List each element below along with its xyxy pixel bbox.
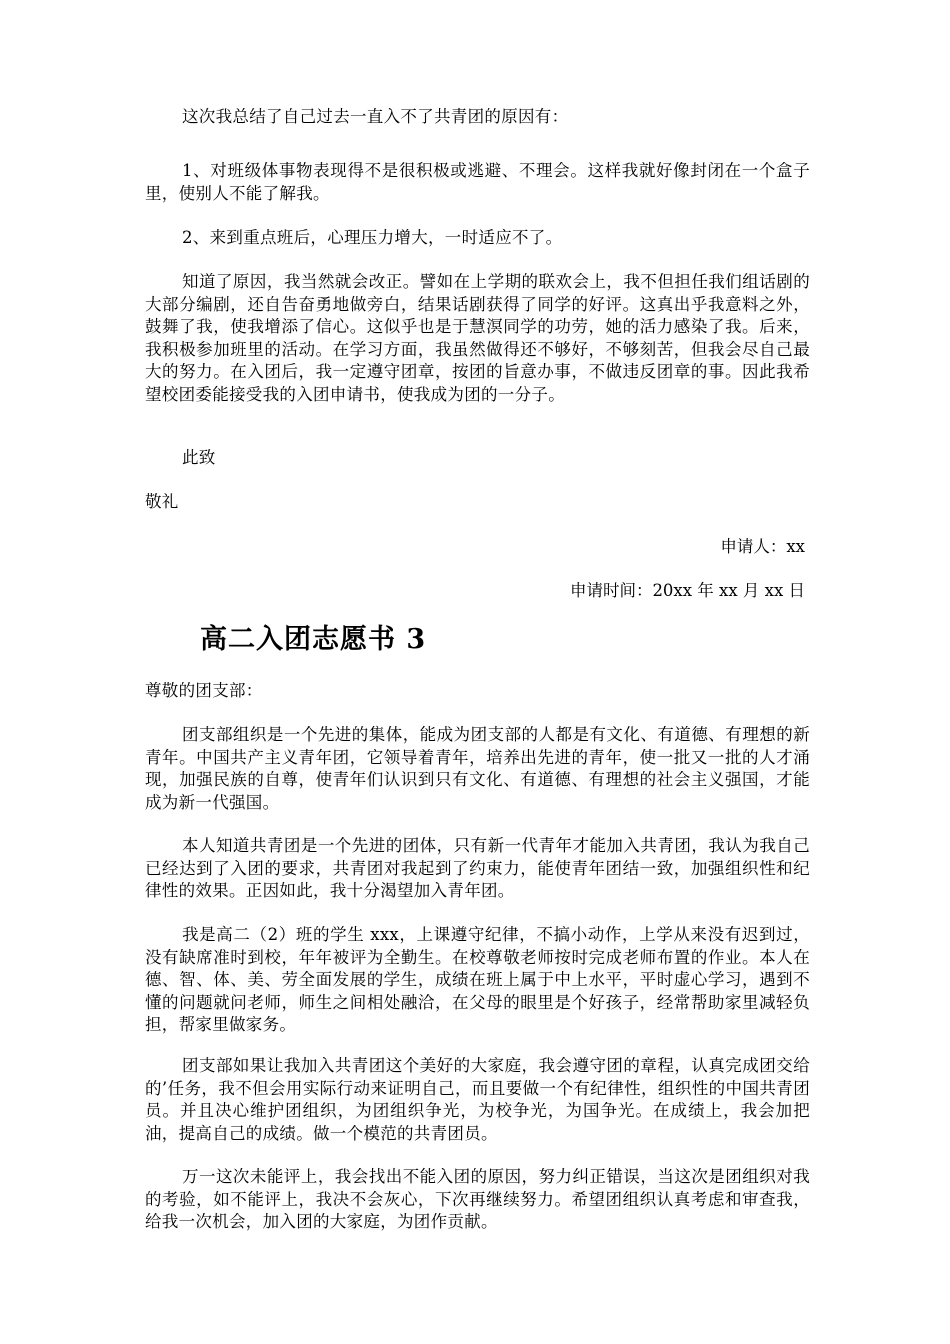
section-title: 高二入团志愿书 3 <box>200 624 427 655</box>
paragraph-5: 万一这次未能评上，我会找出不能入团的原因，努力纠正错误，当这次是团组织对我的考验，如不能评上，我决不会灰心，下次再继续努力。希望团组织认真考虑和审查我，给我一次机会，加入团的大家庭，为团作贡献。 <box>145 1167 810 1232</box>
intro-paragraph: 这次我总结了自己过去一直入不了共青团的原因有： <box>182 107 569 126</box>
applicant-line: 申请人：xx <box>720 537 805 556</box>
paragraph-3: 我是高二（2）班的学生 xxx，上课遵守纪律，不搞小动作，上学从来没有迟到过，没有缺席准时到校，年年被评为全勤生。在校尊敬老师按时完成老师布置的作业。本人在德、智、体、美、劳全面发展的学生，成绩在班上属于中上水平，平时虚心学习，遇到不懂的问题就问老师，师生之间相处融洽，在父母的眼里是个好孩子，经常帮助家里减轻负担，帮家里做家务。 <box>145 925 810 1035</box>
reason-2-paragraph: 2、来到重点班后，心理压力增大，一时适应不了。 <box>182 228 563 247</box>
paragraph-2: 本人知道共青团是一个先进的团体，只有新一代青年才能加入共青团，我认为我自己已经达到了入团的要求，共青团对我起到了约束力，能使青年团结一致，加强组织性和纪律性的效果。正因如此，我十分渴望加入青年团。 <box>145 836 810 901</box>
closing-text: 此致 <box>182 448 216 467</box>
body-paragraph: 知道了原因，我当然就会改正。譬如在上学期的联欢会上，我不但担任我们组话剧的大部分编剧，还自告奋勇地做旁白，结果话剧获得了同学的好评。这真出乎我意料之外，鼓舞了我，使我增添了信心。这似乎也是于慧溟同学的功劳，她的活力感染了我。后来，我积极参加班里的活动。在学习方面，我虽然做得还不够好，不够刻苦，但我会尽自己最大的努力。在入团后，我一定遵守团章，按团的旨意办事，不做违反团章的事。因此我希望校团委能接受我的入团申请书，使我成为团的一分子。 <box>145 272 810 404</box>
reason-1-paragraph: 1、对班级体事物表现得不是很积极或逃避、不理会。这样我就好像封闭在一个盒子里，使别人不能了解我。 <box>145 161 810 203</box>
paragraph-4: 团支部如果让我加入共青团这个美好的大家庭，我会遵守团的章程，认真完成团交给的’任务，我不但会用实际行动来证明自己，而且要做一个有纪律性，组织性的中国共青团员。并且决心维护团组织，为团组织争光，为校争光，为国争光。在成绩上，我会加把油，提高自己的成绩。做一个模范的共青团员。 <box>145 1056 810 1143</box>
greeting-text: 尊敬的团支部： <box>145 681 263 700</box>
salute-text: 敬礼 <box>145 492 179 511</box>
paragraph-1: 团支部组织是一个先进的集体，能成为团支部的人都是有文化、有道德、有理想的新青年。中国共产主义青年团，它领导着青年，培养出先进的青年，使一批又一批的人才涌现，加强民族的自尊，使青年们认识到只有文化、有道德、有理想的社会主义强国，才能成为新一代强国。 <box>145 725 810 812</box>
date-line: 申请时间：20xx 年 xx 月 xx 日 <box>569 581 805 600</box>
